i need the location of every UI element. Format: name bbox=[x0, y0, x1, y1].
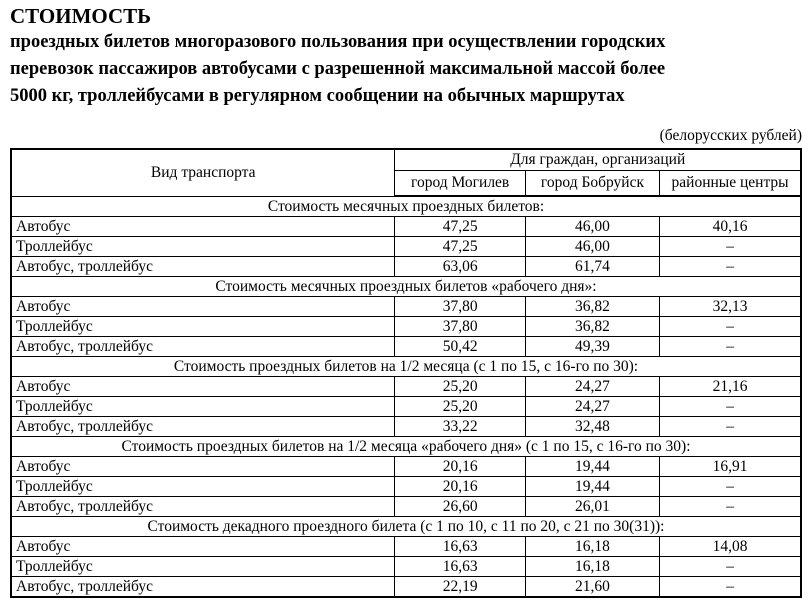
subtitle-line: перевозок пассажиров автобусами с разрешенной максимальной массой более bbox=[10, 59, 666, 79]
price-cell-mogilev: 22,19 bbox=[395, 577, 525, 598]
col-header-citizens-group: Для граждан, организаций bbox=[395, 149, 801, 171]
price-cell-mogilev: 20,16 bbox=[395, 477, 525, 497]
table-row bbox=[11, 217, 801, 237]
price-cell-district: – bbox=[660, 417, 801, 437]
subtitle-line: проездных билетов многоразового пользования при осуществлении городских bbox=[10, 32, 666, 52]
table-row bbox=[11, 237, 801, 257]
price-cell-bobruisk: 36,82 bbox=[525, 317, 659, 337]
section-title-row bbox=[11, 277, 801, 297]
price-cell-bobruisk: 24,27 bbox=[525, 397, 659, 417]
transport-type-cell: Троллейбус bbox=[11, 237, 395, 257]
table-row bbox=[11, 317, 801, 337]
price-cell-district: – bbox=[660, 337, 801, 357]
table-row bbox=[11, 297, 801, 317]
transport-type-cell: Троллейбус bbox=[11, 557, 395, 577]
price-cell-bobruisk: 16,18 bbox=[525, 557, 659, 577]
table-row bbox=[11, 577, 801, 598]
price-cell-district: – bbox=[660, 237, 801, 257]
price-cell-bobruisk: 21,60 bbox=[525, 577, 659, 598]
price-cell-bobruisk: 19,44 bbox=[525, 457, 659, 477]
price-cell-bobruisk: 19,44 bbox=[525, 477, 659, 497]
price-cell-bobruisk: 46,00 bbox=[525, 217, 659, 237]
section-title-row bbox=[11, 357, 801, 377]
price-cell-mogilev: 16,63 bbox=[395, 557, 525, 577]
price-cell-district: – bbox=[660, 317, 801, 337]
table-row bbox=[11, 257, 801, 277]
transport-type-cell: Автобус bbox=[11, 537, 395, 557]
price-cell-district: 14,08 bbox=[660, 537, 801, 557]
section-title: Стоимость проездных билетов на 1/2 месяца «рабочего дня» (с 1 по 15, с 16-го по 30): bbox=[11, 437, 801, 457]
transport-type-cell: Автобус, троллейбус bbox=[11, 257, 395, 277]
col-header-district-centers: районные центры bbox=[660, 171, 801, 197]
price-cell-mogilev: 25,20 bbox=[395, 377, 525, 397]
transport-type-cell: Троллейбус bbox=[11, 317, 395, 337]
transport-type-cell: Автобус bbox=[11, 217, 395, 237]
price-cell-bobruisk: 24,27 bbox=[525, 377, 659, 397]
header-row-group bbox=[11, 149, 801, 171]
table-row bbox=[11, 337, 801, 357]
table-row bbox=[11, 497, 801, 517]
section-title: Стоимость декадного проездного билета (с 1 по 10, с 11 по 20, с 21 по 30(31)): bbox=[11, 517, 801, 537]
table-row bbox=[11, 557, 801, 577]
section-title-row bbox=[11, 517, 801, 537]
currency-note: (белорусских рублей) bbox=[659, 127, 802, 144]
price-cell-district: – bbox=[660, 557, 801, 577]
price-cell-bobruisk: 49,39 bbox=[525, 337, 659, 357]
price-cell-mogilev: 37,80 bbox=[395, 317, 525, 337]
col-header-mogilev: город Могилев bbox=[395, 171, 525, 197]
transport-type-cell: Автобус, троллейбус bbox=[11, 337, 395, 357]
price-cell-district: 16,91 bbox=[660, 457, 801, 477]
price-cell-bobruisk: 61,74 bbox=[525, 257, 659, 277]
table-row bbox=[11, 457, 801, 477]
price-cell-mogilev: 33,22 bbox=[395, 417, 525, 437]
price-cell-district: – bbox=[660, 577, 801, 598]
price-cell-district: – bbox=[660, 257, 801, 277]
price-cell-district: 21,16 bbox=[660, 377, 801, 397]
price-cell-mogilev: 16,63 bbox=[395, 537, 525, 557]
col-header-bobruisk: город Бобруйск bbox=[525, 171, 659, 197]
price-cell-mogilev: 26,60 bbox=[395, 497, 525, 517]
price-cell-mogilev: 63,06 bbox=[395, 257, 525, 277]
price-cell-bobruisk: 36,82 bbox=[525, 297, 659, 317]
col-header-transport-type: Вид транспорта bbox=[11, 149, 395, 196]
transport-type-cell: Автобус, троллейбус bbox=[11, 417, 395, 437]
price-cell-district: 32,13 bbox=[660, 297, 801, 317]
price-cell-mogilev: 37,80 bbox=[395, 297, 525, 317]
transport-type-cell: Автобус bbox=[11, 297, 395, 317]
section-title-row bbox=[11, 437, 801, 457]
page-subtitle bbox=[10, 29, 801, 110]
price-cell-district: 40,16 bbox=[660, 217, 801, 237]
transport-type-cell: Троллейбус bbox=[11, 397, 395, 417]
table-row bbox=[11, 537, 801, 557]
price-cell-mogilev: 47,25 bbox=[395, 217, 525, 237]
subtitle-line: 5000 кг, троллейбусами в регулярном сообщении на обычных маршрутах bbox=[10, 86, 625, 106]
price-table bbox=[10, 148, 802, 598]
price-cell-mogilev: 20,16 bbox=[395, 457, 525, 477]
price-cell-bobruisk: 46,00 bbox=[525, 237, 659, 257]
price-cell-district: – bbox=[660, 477, 801, 497]
section-title: Стоимость проездных билетов на 1/2 месяца (с 1 по 15, с 16-го по 30): bbox=[11, 357, 801, 377]
section-title-row bbox=[11, 196, 801, 217]
price-cell-mogilev: 50,42 bbox=[395, 337, 525, 357]
price-cell-bobruisk: 32,48 bbox=[525, 417, 659, 437]
price-cell-mogilev: 47,25 bbox=[395, 237, 525, 257]
price-cell-district: – bbox=[660, 497, 801, 517]
price-cell-bobruisk: 26,01 bbox=[525, 497, 659, 517]
price-cell-mogilev: 25,20 bbox=[395, 397, 525, 417]
price-cell-district: – bbox=[660, 397, 801, 417]
table-row bbox=[11, 477, 801, 497]
transport-type-cell: Троллейбус bbox=[11, 477, 395, 497]
transport-type-cell: Автобус bbox=[11, 457, 395, 477]
price-cell-bobruisk: 16,18 bbox=[525, 537, 659, 557]
transport-type-cell: Автобус, троллейбус bbox=[11, 577, 395, 598]
page-title: СТОИМОСТЬ bbox=[10, 4, 152, 28]
section-title: Стоимость месячных проездных билетов «рабочего дня»: bbox=[11, 277, 801, 297]
table-row bbox=[11, 377, 801, 397]
table-row bbox=[11, 397, 801, 417]
table-row bbox=[11, 417, 801, 437]
transport-type-cell: Автобус, троллейбус bbox=[11, 497, 395, 517]
section-title: Стоимость месячных проездных билетов: bbox=[11, 196, 801, 217]
transport-type-cell: Автобус bbox=[11, 377, 395, 397]
